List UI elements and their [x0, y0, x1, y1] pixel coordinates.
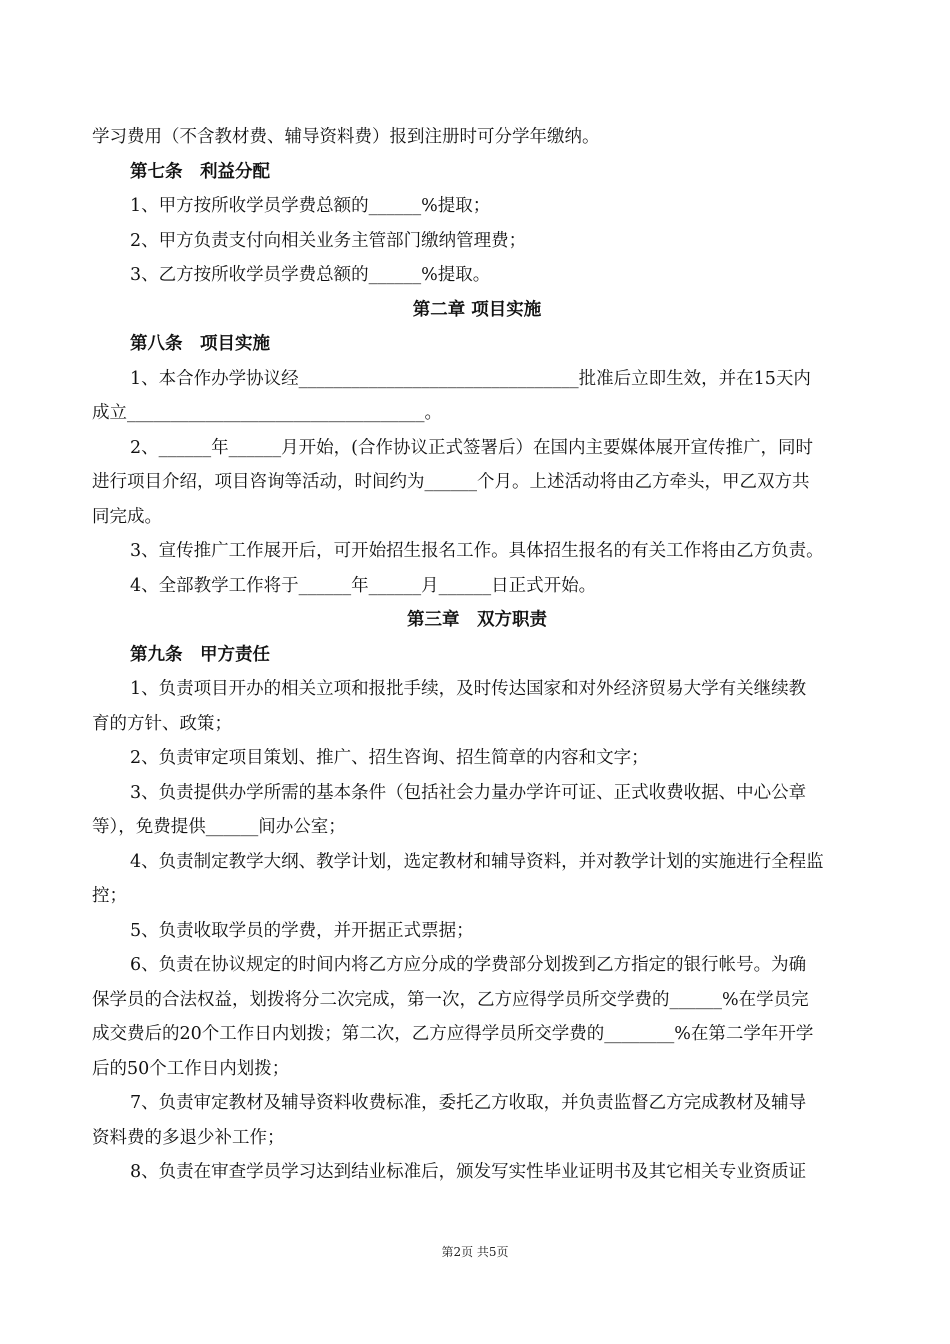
article-7-item-2: 2、甲方负责支付向相关业务主管部门缴纳管理费；: [130, 230, 527, 251]
article-8-item-4: 4、全部教学工作将于______年______月______日正式开始。: [130, 575, 597, 596]
article-9-item-6-line-2: 保学员的合法权益，划拨将分二次完成，第一次，乙方应得学员所交学费的______%在学员完: [92, 989, 809, 1010]
article-9-item-1-line-2: 育的方针、政策；: [92, 713, 232, 734]
article-7-item-3: 3、乙方按所收学员学费总额的______%提取。: [130, 265, 491, 285]
article-8-item-1-line-1: 1、本合作办学协议经________________________________批准后立即生效，并在15天内: [130, 368, 811, 389]
document-page: [92, 120, 862, 1190]
article-8-item-2-line-3: 同完成。: [92, 506, 162, 527]
chapter-2-heading: 第二章 项目实施: [412, 299, 542, 320]
article-9-item-7-line-2: 资料费的多退少补工作；: [92, 1127, 285, 1148]
article-9-item-4-line-1: 4、负责制定教学大纲、教学计划，选定教材和辅导资料，并对教学计划的实施进行全程监: [130, 851, 824, 872]
article-7-heading: 第七条 利益分配: [130, 161, 270, 182]
page-footer: 第2页 共5页: [441, 1245, 509, 1259]
article-8-item-2-line-1: 2、______年______月开始，(合作协议正式签署后）在国内主要媒体展开宣传推广，同时: [130, 437, 813, 458]
article-9-item-3-line-1: 3、负责提供办学所需的基本条件（包括社会力量办学许可证、正式收费收据、中心公章: [130, 782, 807, 803]
article-9-item-6-line-3: 成交费后的20个工作日内划拨；第二次，乙方应得学员所交学费的________%在第二学年开学: [92, 1024, 814, 1044]
article-8-item-3: 3、宣传推广工作展开后，可开始招生报名工作。具体招生报名的有关工作将由乙方负责。: [130, 541, 824, 561]
article-8-item-1-line-2: 成立__________________________________。: [92, 403, 442, 423]
article-9-item-6-line-1: 6、负责在协议规定的时间内将乙方应分成的学费部分划拨到乙方指定的银行帐号。为确: [130, 955, 807, 975]
article-9-item-1-line-1: 1、负责项目开办的相关立项和报批手续，及时传达国家和对外经济贸易大学有关继续教: [130, 679, 807, 699]
article-9-item-2: 2、负责审定项目策划、推广、招生咨询、招生简章的内容和文字；: [130, 748, 649, 768]
article-9-item-4-line-2: 控；: [92, 886, 127, 906]
article-8-item-2-line-2: 进行项目介绍，项目咨询等活动，时间约为______个月。上述活动将由乙方牵头，甲乙双方共: [92, 472, 810, 492]
article-9-item-5: 5、负责收取学员的学费，并开据正式票据；: [130, 920, 474, 941]
article-9-item-7-line-1: 7、负责审定教材及辅导资料收费标准，委托乙方收取，并负责监督乙方完成教材及辅导: [130, 1093, 807, 1113]
article-7-item-1: 1、甲方按所收学员学费总额的______%提取；: [130, 196, 491, 216]
article-8-heading: 第八条 项目实施: [130, 334, 270, 354]
body-text-continuation: 学习费用（不含教材费、辅导资料费）报到注册时可分学年缴纳。: [92, 127, 600, 147]
article-9-heading: 第九条 甲方责任: [130, 644, 270, 665]
article-9-item-8-line-1: 8、负责在审查学员学习达到结业标准后，颁发写实性毕业证明书及其它相关专业资质证: [130, 1162, 807, 1182]
article-9-item-6-line-4: 后的50个工作日内划拨；: [92, 1058, 290, 1079]
article-9-item-3-line-2: 等），免费提供______间办公室；: [92, 817, 346, 837]
chapter-3-heading: 第三章 双方职责: [407, 610, 547, 630]
